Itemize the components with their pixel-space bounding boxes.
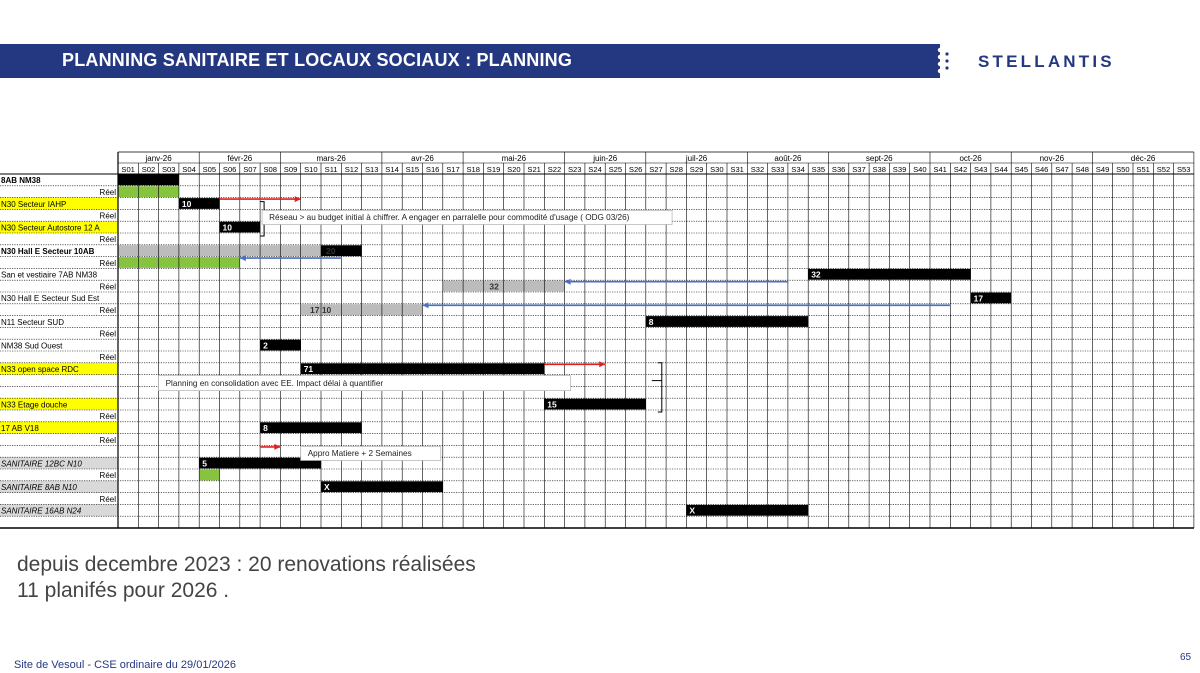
bar-label: 17 10 <box>310 305 332 316</box>
week-header: S25 <box>608 164 623 174</box>
bar-label: X <box>324 482 330 493</box>
bar-label: 5 <box>202 458 207 469</box>
week-header: S28 <box>669 164 684 174</box>
week-header: S37 <box>852 164 866 174</box>
week-header: S24 <box>588 164 602 174</box>
bar-label: 20 <box>326 246 336 257</box>
week-header: S19 <box>486 164 501 174</box>
month-header: avr-26 <box>411 154 434 163</box>
page-title: PLANNING SANITAIRE ET LOCAUX SOCIAUX : PLANNING <box>62 50 573 70</box>
row-label-reel: Réel <box>99 211 116 221</box>
week-header: S31 <box>730 164 744 174</box>
week-header: S06 <box>222 164 237 174</box>
month-header: févr-26 <box>227 154 253 163</box>
week-header: S43 <box>973 164 988 174</box>
week-header: S12 <box>344 164 359 174</box>
row-label: 8AB NM38 <box>1 176 41 186</box>
week-header: S02 <box>141 164 156 174</box>
week-header: S33 <box>770 164 785 174</box>
week-header: S30 <box>710 164 724 174</box>
week-header: S04 <box>182 164 196 174</box>
week-header: S09 <box>283 164 298 174</box>
bracket-icon <box>658 363 662 412</box>
month-header: oct-26 <box>959 154 982 163</box>
week-header: S32 <box>750 164 765 174</box>
row-label: N30 Secteur IAHP <box>1 199 67 209</box>
month-header: janv-26 <box>145 154 172 163</box>
row-label: N30 Hall E Secteur Sud Est <box>1 294 100 304</box>
bar-label: 8 <box>648 316 654 327</box>
week-header: S46 <box>1034 164 1049 174</box>
row-label-reel: Réel <box>99 435 116 445</box>
footer-text: Site de Vesoul - CSE ordinaire du 29/01/2026 <box>14 659 236 671</box>
week-header: S36 <box>831 164 846 174</box>
month-header: juin-26 <box>593 154 618 163</box>
week-header: S38 <box>872 164 887 174</box>
week-header: S14 <box>385 164 399 174</box>
week-header: S29 <box>689 164 704 174</box>
week-header: S34 <box>791 164 805 174</box>
bar-label: 32 <box>811 269 821 280</box>
gantt-bar <box>199 470 219 481</box>
row-label: San et vestiaire 7AB NM38 <box>1 270 98 280</box>
week-header: S08 <box>263 164 278 174</box>
brand-logo-text: STELLANTIS <box>978 52 1115 71</box>
bar-label: 15 <box>547 399 557 410</box>
month-header: mai-26 <box>501 154 527 163</box>
row-label-reel: Réel <box>99 494 116 504</box>
note-text: Réseau > au budget initial à chiffrer. A engager en parralelle pour commodité d'usage ( ODG 03/26) <box>269 212 630 222</box>
arrow-head-icon <box>565 279 571 285</box>
row-label-reel: Réel <box>99 353 116 363</box>
row-label-reel: Réel <box>99 258 116 268</box>
week-header: S20 <box>507 164 521 174</box>
bar-label: 10 <box>181 198 192 209</box>
row-label-reel: Réel <box>99 235 116 245</box>
month-header: nov-26 <box>1039 154 1065 163</box>
week-header: S23 <box>567 164 582 174</box>
gantt-bar <box>118 186 179 197</box>
week-header: S21 <box>527 164 541 174</box>
week-header: S18 <box>466 164 481 174</box>
week-header: S17 <box>446 164 460 174</box>
note-text: Appro Matiere + 2 Semaines <box>307 448 412 458</box>
row-label: 17 AB V18 <box>1 424 39 433</box>
row-label: N30 Secteur Autostore 12 A <box>1 223 100 233</box>
bar-label: 32 <box>489 281 499 292</box>
month-header: juil-26 <box>685 154 708 163</box>
week-header: S53 <box>1176 164 1191 174</box>
bar-label: 71 <box>303 364 314 375</box>
row-label: SANITAIRE 12BC N10 <box>1 459 82 469</box>
row-label: NM38 Sud Ouest <box>1 341 63 351</box>
row-label-reel: Réel <box>99 329 116 339</box>
bar-label: 10 <box>222 222 232 233</box>
row-label-reel: Réel <box>99 306 116 315</box>
row-label: N33 open space RDC <box>1 365 79 374</box>
month-header: août-26 <box>774 154 802 163</box>
week-header: S07 <box>243 164 257 174</box>
week-header: S16 <box>425 164 440 174</box>
page-number: 65 <box>1180 652 1192 663</box>
summary-line-2: 11 planifés pour 2026 . <box>17 579 230 602</box>
gantt-bar <box>260 422 362 433</box>
arrow-head-icon <box>599 361 605 367</box>
row-label-reel: Réel <box>99 188 116 197</box>
row-label-reel: Réel <box>99 412 116 422</box>
summary-text <box>17 552 476 604</box>
week-header: S44 <box>994 164 1008 174</box>
week-header: S35 <box>811 164 826 174</box>
week-header: S13 <box>364 164 379 174</box>
arrow-head-icon <box>274 444 280 450</box>
week-header: S47 <box>1055 164 1069 174</box>
week-header: S10 <box>304 164 318 174</box>
row-label-reel: Réel <box>99 471 116 481</box>
week-header: S41 <box>933 164 947 174</box>
week-header: S42 <box>953 164 968 174</box>
week-header: S49 <box>1095 164 1110 174</box>
week-header: S51 <box>1136 164 1150 174</box>
note-text: Planning en consolidation avec EE. Impact délai à quantifier <box>165 379 384 389</box>
bar-label: 2 <box>263 340 268 351</box>
week-header: S26 <box>628 164 643 174</box>
row-label: SANITAIRE 16AB N24 <box>1 506 82 516</box>
row-label: N33 Etage douche <box>1 400 68 410</box>
arrow-head-icon <box>295 196 301 202</box>
week-header: S01 <box>121 164 135 174</box>
week-header: S03 <box>161 164 176 174</box>
row-label: N30 Hall E Secteur 10AB <box>1 247 95 256</box>
week-header: S39 <box>892 164 907 174</box>
week-header: S05 <box>202 164 217 174</box>
summary-line-1: depuis decembre 2023 : 20 renovations réalisées <box>17 553 476 576</box>
month-header: mars-26 <box>316 154 346 163</box>
week-header: S22 <box>547 164 562 174</box>
month-header: déc-26 <box>1130 154 1156 163</box>
week-header: S45 <box>1014 164 1029 174</box>
bar-label: 17 <box>973 293 984 304</box>
gantt-bar <box>118 175 179 186</box>
gantt-bar <box>544 399 646 410</box>
week-header: S11 <box>324 164 338 174</box>
row-label-reel: Réel <box>99 282 116 292</box>
row-label: N11 Secteur SUD <box>1 317 64 327</box>
week-header: S27 <box>649 164 663 174</box>
week-header: S50 <box>1116 164 1130 174</box>
month-header: sept-26 <box>865 154 893 163</box>
week-header: S48 <box>1075 164 1090 174</box>
week-header: S52 <box>1156 164 1171 174</box>
row-label: SANITAIRE 8AB N10 <box>1 483 77 492</box>
arrow-head-icon <box>423 302 429 308</box>
bar-label: 8 <box>263 423 268 434</box>
week-header: S40 <box>913 164 927 174</box>
bar-label: X <box>689 505 696 516</box>
week-header: S15 <box>405 164 420 174</box>
